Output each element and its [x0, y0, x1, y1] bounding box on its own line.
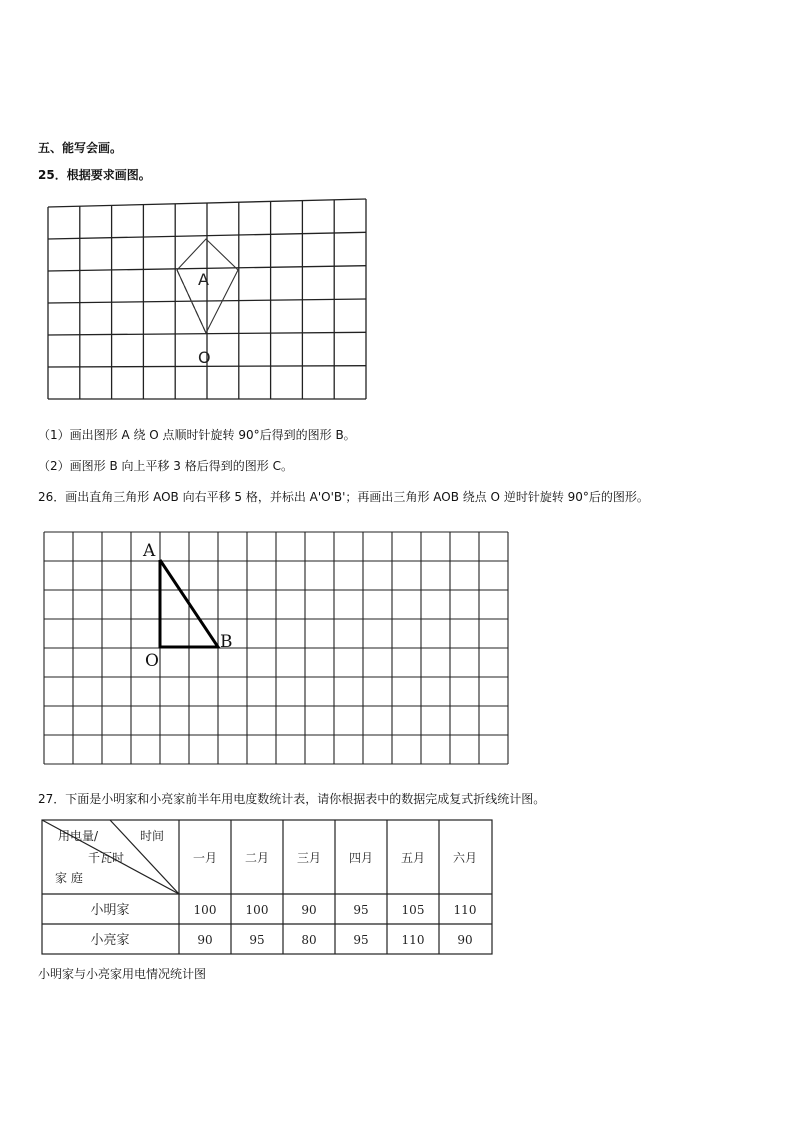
label-A-25: A [198, 270, 209, 289]
month-header: 六月 [452, 851, 478, 865]
row-name-xiaoming: 小明家 [90, 903, 130, 918]
chart-caption: 小明家与小亮家用电情况统计图 [38, 967, 207, 981]
question-27-title: 27．下面是小明家和小亮家前半年用电度数统计表，请你根据表中的数据完成复式折线统计图。 [38, 792, 546, 806]
q25-task-2: （2）画图形 B 向上平移 3 格后得到的图形 C。 [38, 459, 293, 473]
table-cell: 95 [353, 933, 369, 947]
table-cell: 90 [301, 903, 317, 917]
month-header: 二月 [244, 851, 270, 865]
table-cell: 90 [457, 933, 473, 947]
table-cell: 110 [453, 903, 477, 917]
month-header: 三月 [296, 851, 322, 865]
header-diag-time: 时间 [140, 829, 165, 843]
month-header: 一月 [192, 851, 218, 865]
question-26-title: 26．画出直角三角形 AOB 向右平移 5 格，并标出 A'O'B'；再画出三角形 AOB 绕点 O 逆时针旋转 90°后的图形。 [38, 490, 649, 504]
question-25-title: 25．根据要求画图。 [38, 168, 151, 182]
month-header: 四月 [348, 851, 374, 865]
table-cell: 80 [301, 933, 317, 947]
table-cell: 90 [197, 933, 213, 947]
header-diag-family: 家 庭 [55, 871, 83, 885]
q25-task-1: （1）画出图形 A 绕 O 点顺时针旋转 90°后得到的图形 B。 [38, 428, 356, 442]
month-header: 五月 [400, 851, 426, 865]
table-cell: 95 [249, 933, 265, 947]
label-O-26: O [145, 651, 159, 671]
table-cell: 100 [193, 903, 217, 917]
table-cell: 100 [245, 903, 269, 917]
label-A-26: A [143, 541, 156, 561]
section-title: 五、能写会画。 [38, 141, 123, 155]
label-O-25: O [198, 348, 211, 367]
table-cell: 110 [401, 933, 425, 947]
header-diag-usage: 用电量/ [58, 829, 99, 843]
header-diag-kwh: 千瓦时 [88, 851, 125, 865]
label-B-26: B [220, 632, 233, 652]
row-name-xiaoliang: 小亮家 [90, 933, 130, 948]
table-cell: 105 [401, 903, 425, 917]
table-cell: 95 [353, 903, 369, 917]
